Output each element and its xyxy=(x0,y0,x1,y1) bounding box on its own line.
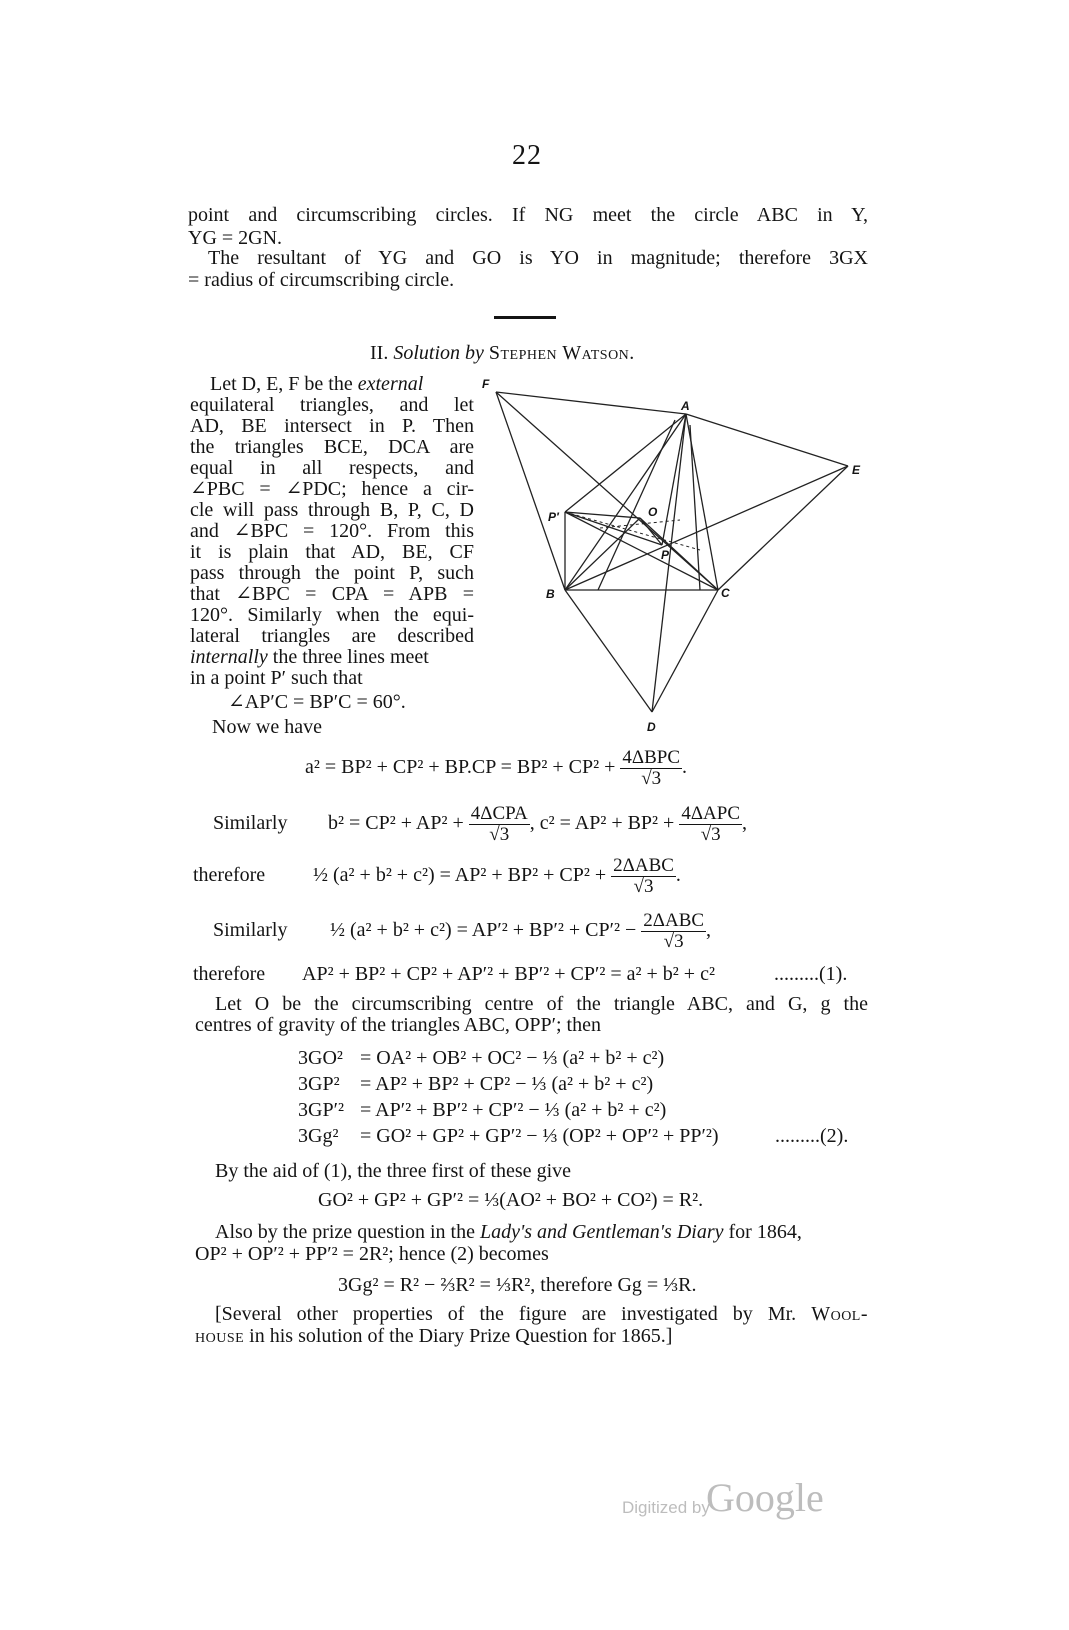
label-E: E xyxy=(852,463,861,477)
label-P: P xyxy=(661,548,670,562)
section-solution-by: Solution by xyxy=(393,342,484,364)
left-line-9: it is plain that AD, BE, CF xyxy=(190,541,474,563)
left-line-11: that ∠BPC = CPA = APB = xyxy=(190,583,474,605)
label-O: O xyxy=(648,505,658,519)
left-line-10: pass through the point P, such xyxy=(190,562,474,584)
line-FB xyxy=(496,392,565,590)
eq-block-rhs-2: = AP′² + BP′² + CP′² − ⅓ (a² + b² + c²) xyxy=(360,1099,667,1121)
eq-block-lhs-0: 3GO² xyxy=(298,1047,343,1069)
line-aux-1 xyxy=(598,420,675,590)
equation-half-sum-1: ½ (a² + b² + c²) = AP² + BP² + CP² + $\frac{\text{2ΔABC}}{√3}$ . xyxy=(313,854,681,897)
geometry-figure xyxy=(470,368,890,748)
left-line-13: lateral triangles are described xyxy=(190,625,474,647)
line-PA xyxy=(662,414,686,545)
fraction-cpa: $\frac{\text{4ΔCPA}}{√3}$ xyxy=(470,802,528,845)
left-line-6: ∠PBC = ∠PDC; hence a cir- xyxy=(190,478,474,500)
fraction-apc: $\frac{\text{4ΔAPC}}{√3}$ xyxy=(681,802,741,845)
left-line-5: equal in all respects, and xyxy=(190,457,474,479)
aid-equation: GO² + GP² + GP′² = ⅓(AO² + BO² + CO²) = R². xyxy=(318,1189,704,1211)
note-line-2: house in his solution of the Diary Prize Question for 1865.] xyxy=(195,1325,673,1347)
eq-block-lhs-3: 3Gg² xyxy=(298,1125,339,1147)
section-author: Stephen Watson. xyxy=(488,342,635,364)
left-line-4: the triangles BCE, DCA are xyxy=(190,436,474,458)
left-line-12: 120°. Similarly when the equi- xyxy=(190,604,474,626)
section-numeral: II. xyxy=(370,342,389,364)
line-CD xyxy=(652,590,718,712)
line-PprimeC xyxy=(565,512,718,590)
label-D: D xyxy=(647,720,656,734)
line-FA xyxy=(496,392,686,414)
left-line-3: AD, BE intersect in P. Then xyxy=(190,415,474,437)
eq-block-rhs-0: = OA² + OB² + OC² − ⅓ (a² + b² + c²) xyxy=(360,1047,665,1069)
prize-line-1: Also by the prize question in the Lady's and Gentleman's Diary for 1864, xyxy=(215,1221,802,1243)
intro-line-2: YG = 2GN. xyxy=(188,227,283,249)
left-line-18: Now we have xyxy=(212,716,322,738)
line-BD xyxy=(565,590,652,712)
aid-line: By the aid of (1), the three first of these give xyxy=(215,1160,571,1182)
equation-1-tag: .........(1). xyxy=(774,963,848,985)
intro-line-3: The resultant of YG and GO is YO in magnitude; therefore 3GX xyxy=(208,247,868,269)
watermark-google-logo: Google xyxy=(706,1475,824,1520)
section-heading xyxy=(370,343,635,364)
label-C: C xyxy=(721,586,730,600)
therefore-label-1: therefore xyxy=(193,864,266,886)
similarly-label-1: Similarly xyxy=(213,812,288,834)
label-B: B xyxy=(546,587,555,601)
line-EC xyxy=(718,466,848,590)
figure-lines xyxy=(496,392,848,712)
eq-block-lhs-2: 3GP′² xyxy=(298,1099,344,1121)
label-A: A xyxy=(681,399,690,413)
line-AE xyxy=(686,414,848,466)
line-PprimeA xyxy=(565,414,686,512)
left-line-14: internally the three lines meet xyxy=(190,646,429,668)
left-line-16: in a point P′ such that xyxy=(190,667,363,689)
watermark-digitized: Digitized by xyxy=(622,1498,710,1517)
fraction-abc-1: $\frac{\text{2ΔABC}}{√3}$ xyxy=(613,854,674,897)
therefore-label-2: therefore xyxy=(193,963,266,985)
prize-equation: 3Gg² = R² − ⅔R² = ⅓R², therefore Gg = ⅓R. xyxy=(338,1274,697,1296)
eq-block-rhs-1: = AP² + BP² + CP² − ⅓ (a² + b² + c²) xyxy=(360,1073,654,1095)
note-line-1: [Several other properties of the figure are investigated by Mr. Wool- xyxy=(215,1303,869,1325)
intro-line-4: = radius of circumscribing circle. xyxy=(188,269,455,291)
equation-1: AP² + BP² + CP² + AP′² + BP′² + CP′² = a² + b² + c² xyxy=(302,963,715,985)
equation-a-squared: a² = BP² + CP² + BP.CP = BP² + CP² + $\frac{\text{4ΔBPC}}{√3}$ . xyxy=(305,746,687,789)
section-divider xyxy=(494,316,556,319)
equation-half-sum-2: ½ (a² + b² + c²) = AP′² + BP′² + CP′² − $\frac{\text{2ΔABC}}{√3}$ , xyxy=(330,909,712,952)
fraction-bpc: $\frac{\text{4ΔBPC}}{√3}$ xyxy=(622,746,680,789)
label-P-prime: P′ xyxy=(548,510,559,524)
fraction-abc-2: $\frac{\text{2ΔABC}}{√3}$ xyxy=(643,909,705,952)
para-o-line-1: Let O be the circumscribing centre of the triangle ABC, and G, g the xyxy=(215,993,868,1015)
prize-line-2: OP² + OP′² + PP′² = 2R²; hence (2) becomes xyxy=(195,1243,549,1265)
left-line-17: ∠AP′C = BP′C = 60°. xyxy=(228,691,406,713)
left-line-2: equilateral triangles, and let xyxy=(190,394,474,416)
left-line-7: cle will pass through B, P, C, D xyxy=(190,499,474,521)
eq-block-lhs-1: 3GP² xyxy=(298,1073,340,1095)
left-line-0: Let D, E, F be the external xyxy=(210,373,424,395)
similarly-label-2: Similarly xyxy=(213,919,288,941)
page-number: 22 xyxy=(512,140,542,171)
left-line-8: and ∠BPC = 120°. From this xyxy=(190,520,474,542)
para-o-line-2: centres of gravity of the triangles ABC, OPP′; then xyxy=(195,1014,601,1036)
equation-b-c-squared: b² = CP² + AP² + $\frac{\text{4ΔCPA}}{√3}$ , c² = AP² + BP² + $\frac{\text{4ΔAPC}}{√3}$ , xyxy=(328,802,748,845)
label-F: F xyxy=(482,377,490,391)
equation-2-tag: .........(2). xyxy=(775,1125,849,1147)
eq-block-rhs-3: = GO² + GP² + GP′² − ⅓ (OP² + OP′² + PP′²) xyxy=(360,1125,719,1147)
intro-line-1: point and circumscribing circles. If NG meet the circle ABC in Y, xyxy=(188,204,868,226)
